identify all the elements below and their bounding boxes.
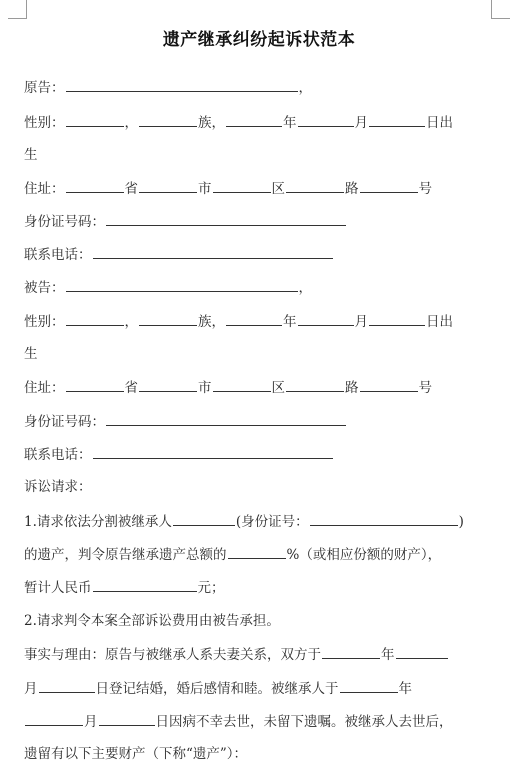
plaintiff-gender-line: 性别： ， 族， 年 月 日出 [24,115,453,131]
claim-1-line-2: 的遗产，判令原告继承遗产总额的 %（或相应份额的财产）， [24,547,442,563]
defendant-birth-month-blank [298,312,354,326]
claim-1-line-1: 1.请求依法分割被继承人 (身份证号： ) [24,514,464,530]
defendant-born-line: 生 [24,346,38,362]
death-day-blank [99,712,155,726]
plaintiff-birth-day-blank [369,113,425,127]
facts-line-2: 月 日登记结婚，婚后感情和睦。被继承人于 年 [24,681,412,697]
defendant-id-line: 身份证号码： [24,412,498,431]
plaintiff-number-blank [360,179,418,193]
plaintiff-birth-month-blank [298,113,354,127]
plaintiff-id-blank [106,212,346,226]
plaintiff-id-line: 身份证号码： [24,212,498,231]
marriage-day-blank [39,679,95,693]
facts-line-1: 事实与理由：原告与被继承人系夫妻关系，双方于 年 [24,645,498,664]
plaintiff-phone-blank [93,245,333,259]
defendant-id-blank [106,412,346,426]
defendant-gender-line: 性别： ， 族， 年 月 日出 [24,314,453,330]
plaintiff-ethnicity-blank [139,113,197,127]
defendant-birth-year-blank [226,312,282,326]
decedent-id-blank [310,512,458,526]
page-corner-mark-left [8,0,27,19]
plaintiff-province-blank [66,179,124,193]
defendant-phone-line: 联系电话： [24,445,498,464]
defendant-label: 被告： [24,280,65,296]
facts-line-4: 遗留有以下主要财产（下称“遗产”）： [24,746,248,762]
claims-heading: 诉讼请求： [24,479,92,495]
defendant-city-blank [139,378,197,392]
plaintiff-born-line: 生 [24,147,38,163]
marriage-month-blank-start [396,645,448,659]
plaintiff-address-line: 住址： 省 市 区 路 号 [24,181,432,197]
defendant-road-blank [286,378,344,392]
facts-line-3: 月 日因病不幸去世，未留下遗嘱。被继承人去世后， [24,712,498,731]
inheritance-percent-blank [228,545,286,559]
plaintiff-name-line: 原告： ， [24,80,312,96]
document-title: 遗产继承纠纷起诉状范本 [162,30,356,50]
plaintiff-name-blank [66,78,298,92]
death-year-blank [340,679,398,693]
plaintiff-city-blank [139,179,197,193]
page-corner-mark-right [491,0,510,19]
plaintiff-district-blank [213,179,271,193]
claim-2-line: 2.请求判令本案全部诉讼费用由被告承担。 [24,613,280,629]
amount-rmb-blank [93,578,197,592]
plaintiff-gender-blank [66,113,124,127]
defendant-name-blank [66,278,298,292]
defendant-province-blank [66,378,124,392]
marriage-year-blank [322,645,380,659]
defendant-number-blank [360,378,418,392]
plaintiff-label: 原告： [24,80,65,96]
claim-1-line-3: 暂计人民币 元； [24,580,225,596]
plaintiff-phone-line: 联系电话： [24,245,498,264]
plaintiff-road-blank [286,179,344,193]
defendant-phone-blank [93,445,333,459]
plaintiff-birth-year-blank [226,113,282,127]
death-month-blank [25,712,83,726]
defendant-district-blank [213,378,271,392]
defendant-ethnicity-blank [139,312,197,326]
defendant-address-line: 住址： 省 市 区 路 号 [24,380,432,396]
decedent-name-blank [173,512,235,526]
defendant-name-line: 被告： ， [24,280,312,296]
defendant-birth-day-blank [369,312,425,326]
defendant-gender-blank [66,312,124,326]
